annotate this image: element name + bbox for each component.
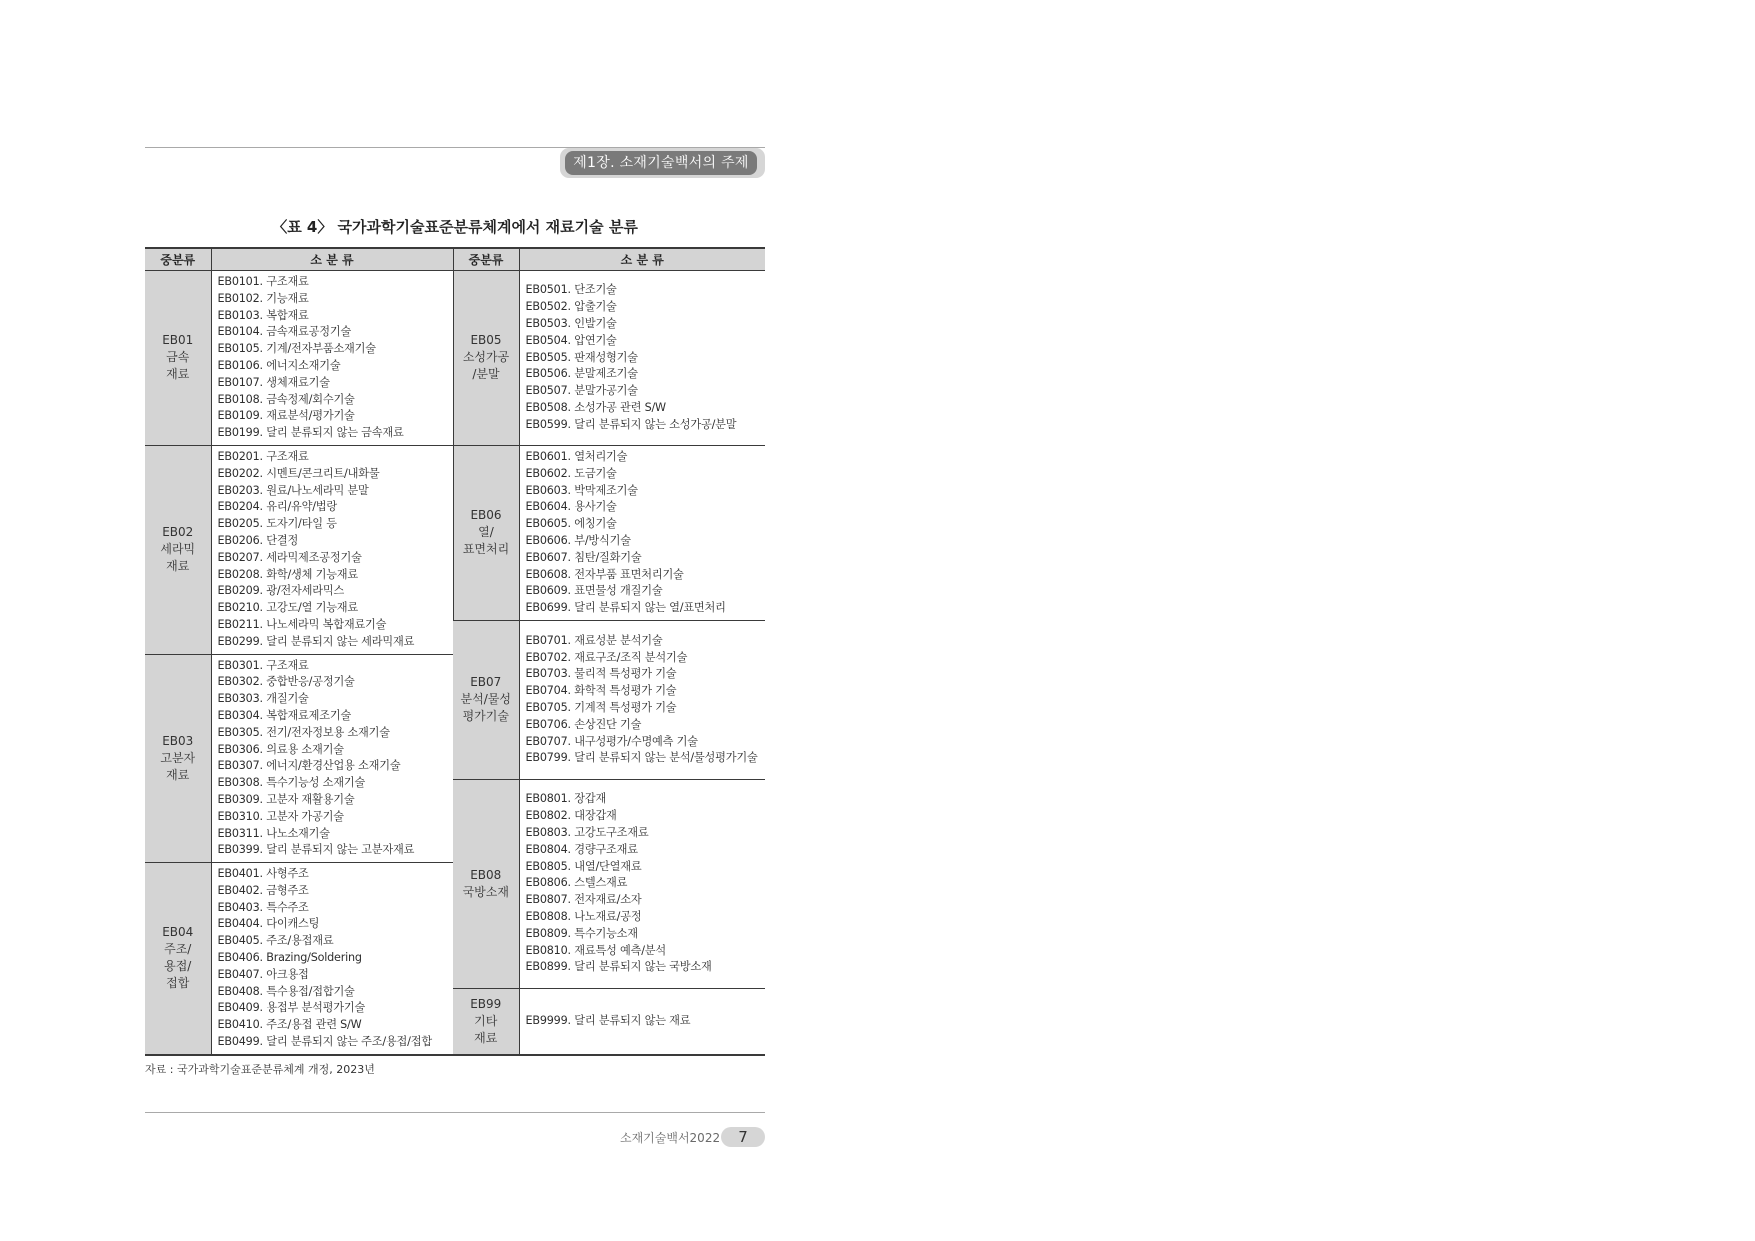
subcategory-item: EB0805. 내열/단열재료	[525, 859, 642, 873]
subcategory-item: EB0101. 구조재료	[217, 275, 309, 288]
subcategory-item: EB0607. 침탄/질화기술	[525, 550, 642, 564]
subcategory-item: EB0206. 단결정	[217, 533, 299, 547]
subcategory-item: EB0609. 표면물성 개질기술	[525, 584, 663, 598]
subcategory-item: EB0409. 용접부 분석평가기술	[217, 1001, 366, 1015]
chapter-title: 제1장. 소재기술백서의 주제	[565, 151, 757, 175]
header-category-right: 중분류	[453, 248, 519, 271]
subcategory-item: EB0208. 화학/생체 기능재료	[217, 567, 359, 581]
subcategory-item: EB0704. 화학적 특성평가 기술	[525, 684, 677, 698]
subcategory-item: EB0207. 세라믹제조공정기술	[217, 550, 362, 564]
subcategory-item: EB0806. 스텔스재료	[525, 876, 628, 890]
left-category-cell	[145, 271, 211, 446]
subcategory-item: EB0707. 내구성평가/수명예측 기술	[525, 734, 698, 748]
subcategory-item: EB0410. 주조/용접 관련 S/W	[217, 1018, 362, 1032]
subcategory-item: EB0802. 대장갑재	[525, 809, 617, 823]
subcategory-item: EB0506. 분말제조기술	[525, 367, 638, 381]
left-items-cell	[211, 654, 453, 863]
subcategory-item: EB0404. 다이캐스팅	[217, 917, 320, 931]
category-label-line: 용접/	[164, 959, 192, 974]
category-label-line: 표면처리	[462, 542, 510, 557]
subcategory-item: EB0301. 구조재료	[217, 658, 309, 672]
subcategory-item: EB0701. 재료성분 분석기술	[525, 633, 663, 647]
category-label-line: 세라믹	[160, 542, 196, 557]
subcategory-item: EB0703. 물리적 특성평가 기술	[525, 667, 677, 681]
subcategory-item: EB0203. 원료/나노세라믹 분말	[217, 483, 369, 497]
category-label-line: 소성가공	[462, 350, 510, 365]
subcategory-item: EB0601. 열처리기술	[525, 449, 628, 463]
subcategory-item: EB0499. 달리 분류되지 않는 주조/용접/접합	[217, 1035, 432, 1049]
subcategory-item: EB0205. 도자기/타일 등	[217, 517, 337, 531]
subcategory-item: EB0706. 손상진단 기술	[525, 717, 642, 731]
right-category-cell	[453, 780, 519, 989]
subcategory-item: EB0105. 기계/전자부품소재기술	[217, 342, 376, 356]
subcategory-item: EB0699. 달리 분류되지 않는 열/표면처리	[525, 601, 726, 615]
subcategory-item: EB0501. 단조기술	[525, 283, 617, 297]
category-label-line: EB04	[162, 925, 194, 940]
footer-book-title: 소재기술백서2022	[620, 1131, 721, 1145]
subcategory-item: EB0305. 전기/전자정보용 소재기술	[217, 725, 390, 739]
header-subcategory-right: 소 분 류	[519, 248, 765, 271]
subcategory-item: EB0799. 달리 분류되지 않는 분석/물성평가기술	[525, 751, 758, 765]
subcategory-item: EB0403. 특수주조	[217, 900, 309, 914]
category-label-line: 재료	[166, 767, 190, 782]
category-label-line: 재료	[166, 559, 190, 574]
subcategory-item: EB0599. 달리 분류되지 않는 소성가공/분말	[525, 417, 737, 431]
subcategory-item: EB0604. 용사기술	[525, 500, 617, 514]
right-category-cell	[453, 271, 519, 446]
header-category-left: 중분류	[145, 248, 211, 271]
subcategory-item: EB0104. 금속재료공정기술	[217, 325, 352, 339]
category-label-line: EB05	[470, 333, 502, 348]
subcategory-item: EB0899. 달리 분류되지 않는 국방소재	[525, 960, 712, 974]
category-label-line: 주조/	[164, 942, 192, 957]
subcategory-item: EB0199. 달리 분류되지 않는 금속재료	[217, 426, 404, 440]
category-label-line: EB07	[470, 675, 502, 690]
subcategory-item: EB9999. 달리 분류되지 않는 재료	[525, 1013, 691, 1027]
right-category-cell	[453, 445, 519, 620]
subcategory-item: EB0810. 재료특성 예측/분석	[525, 943, 667, 957]
subcategory-item: EB0605. 에칭기술	[525, 517, 617, 531]
subcategory-item: EB0808. 나노재료/공정	[525, 910, 642, 923]
category-label-line: 분석/물성	[460, 692, 511, 707]
left-items-cell	[211, 271, 453, 446]
subcategory-item: EB0807. 전자재료/소자	[525, 893, 642, 907]
subcategory-item: EB0502. 압출기술	[525, 300, 617, 314]
category-label-line: EB99	[470, 996, 502, 1011]
category-label-line: 고분자	[160, 750, 196, 765]
category-label-line: 금속	[166, 350, 190, 365]
right-category-cell	[453, 988, 519, 1055]
table-header-row	[145, 248, 765, 271]
subcategory-item: EB0299. 달리 분류되지 않는 세라믹재료	[217, 634, 415, 648]
subcategory-item: EB0508. 소성가공 관련 S/W	[525, 400, 666, 414]
subcategory-item: EB0804. 경량구조재료	[525, 842, 638, 856]
subcategory-item: EB0202. 시멘트/콘크리트/내화물	[217, 466, 380, 480]
subcategory-item: EB0503. 인발기술	[525, 316, 617, 330]
right-category-cell	[453, 620, 519, 779]
category-label-line: EB06	[470, 508, 502, 523]
subcategory-item: EB0306. 의료용 소재기술	[217, 742, 344, 756]
category-label-line: EB03	[162, 733, 194, 748]
subcategory-item: EB0801. 장갑재	[525, 792, 607, 806]
chapter-tab	[560, 148, 765, 178]
subcategory-item: EB0108. 금속정제/회수기술	[217, 392, 355, 406]
subcategory-item: EB0107. 생체재료기술	[217, 375, 330, 389]
subcategory-item: EB0606. 부/방식기술	[525, 533, 631, 547]
category-label-line: 재료	[166, 367, 190, 382]
category-label-line: 국방소재	[462, 884, 509, 899]
category-label-line: /분말	[472, 367, 500, 382]
right-items-cell	[519, 780, 765, 989]
table-title: 〈표 4〉 국가과학기술표준분류체계에서 재료기술 분류	[272, 218, 638, 236]
left-category-cell	[145, 654, 211, 863]
subcategory-item: EB0402. 금형주조	[217, 883, 309, 897]
classification-table	[145, 247, 765, 1056]
subcategory-item: EB0505. 판재성형기술	[525, 350, 638, 364]
subcategory-item: EB0302. 중합반응/공정기술	[217, 675, 355, 689]
subcategory-item: EB0210. 고강도/열 기능재료	[217, 601, 359, 615]
subcategory-item: EB0702. 재료구조/조직 분석기술	[525, 650, 688, 664]
subcategory-item: EB0106. 에너지소재기술	[217, 358, 341, 372]
subcategory-item: EB0504. 압연기술	[525, 333, 617, 347]
category-label-line: 접합	[166, 976, 190, 991]
subcategory-item: EB0307. 에너지/환경산업용 소재기술	[217, 759, 401, 773]
subcategory-item: EB0408. 특수용접/접합기술	[217, 984, 355, 998]
subcategory-item: EB0103. 복합재료	[217, 308, 309, 322]
footer-rule	[145, 1112, 765, 1113]
category-label-line: 열/	[478, 525, 494, 540]
subcategory-item: EB0705. 기계적 특성평가 기술	[525, 700, 677, 714]
subcategory-item: EB0304. 복합재료제조기술	[217, 708, 352, 722]
left-category-cell	[145, 445, 211, 654]
subcategory-item: EB0102. 기능재료	[217, 291, 309, 305]
subcategory-item: EB0803. 고강도구조재료	[525, 826, 649, 840]
left-category-cell	[145, 863, 211, 1055]
subcategory-item: EB0303. 개질기술	[217, 692, 309, 706]
category-label-line: EB01	[162, 333, 194, 348]
category-label-line: EB08	[470, 867, 502, 882]
category-label-line: 기타	[474, 1013, 498, 1028]
right-items-cell	[519, 988, 765, 1055]
right-items-cell	[519, 271, 765, 446]
subcategory-item: EB0310. 고분자 가공기술	[217, 809, 344, 823]
subcategory-item: EB0407. 아크용접	[217, 967, 309, 981]
subcategory-item: EB0809. 특수기능소재	[525, 926, 638, 940]
subcategory-item: EB0109. 재료분석/평가기술	[217, 409, 355, 423]
subcategory-item: EB0405. 주조/용접재료	[217, 934, 334, 948]
subcategory-item: EB0602. 도금기술	[525, 466, 617, 480]
right-items-cell	[519, 620, 765, 779]
subcategory-item: EB0211. 나노세라믹 복합재료기술	[217, 617, 387, 631]
subcategory-item: EB0311. 나노소재기술	[217, 826, 330, 840]
left-items-cell	[211, 445, 453, 654]
right-items-cell	[519, 445, 765, 620]
subcategory-item: EB0507. 분말가공기술	[525, 384, 638, 398]
subcategory-item: EB0204. 유리/유약/법랑	[217, 500, 338, 514]
subcategory-item: EB0406. Brazing/Soldering	[217, 951, 362, 965]
category-label-line: EB02	[162, 525, 194, 540]
category-label-line: 재료	[474, 1030, 498, 1045]
category-label-line: 평가기술	[462, 709, 509, 724]
header-subcategory-left: 소 분 류	[211, 248, 453, 271]
page-number: 7	[738, 1128, 748, 1146]
subcategory-item: EB0309. 고분자 재활용기술	[217, 792, 355, 806]
subcategory-item: EB0399. 달리 분류되지 않는 고분자재료	[217, 843, 415, 857]
subcategory-item: EB0603. 박막제조기술	[525, 483, 638, 497]
subcategory-item: EB0201. 구조재료	[217, 449, 309, 463]
left-items-cell	[211, 863, 453, 1055]
page-badge	[721, 1127, 765, 1147]
subcategory-item: EB0308. 특수기능성 소재기술	[217, 776, 366, 790]
subcategory-item: EB0401. 사형주조	[217, 867, 309, 881]
subcategory-item: EB0209. 광/전자세라믹스	[217, 584, 345, 598]
subcategory-item: EB0608. 전자부품 표면처리기술	[525, 567, 684, 581]
source-note: 자료 : 국가과학기술표준분류체계 개정, 2023년	[145, 1063, 375, 1076]
